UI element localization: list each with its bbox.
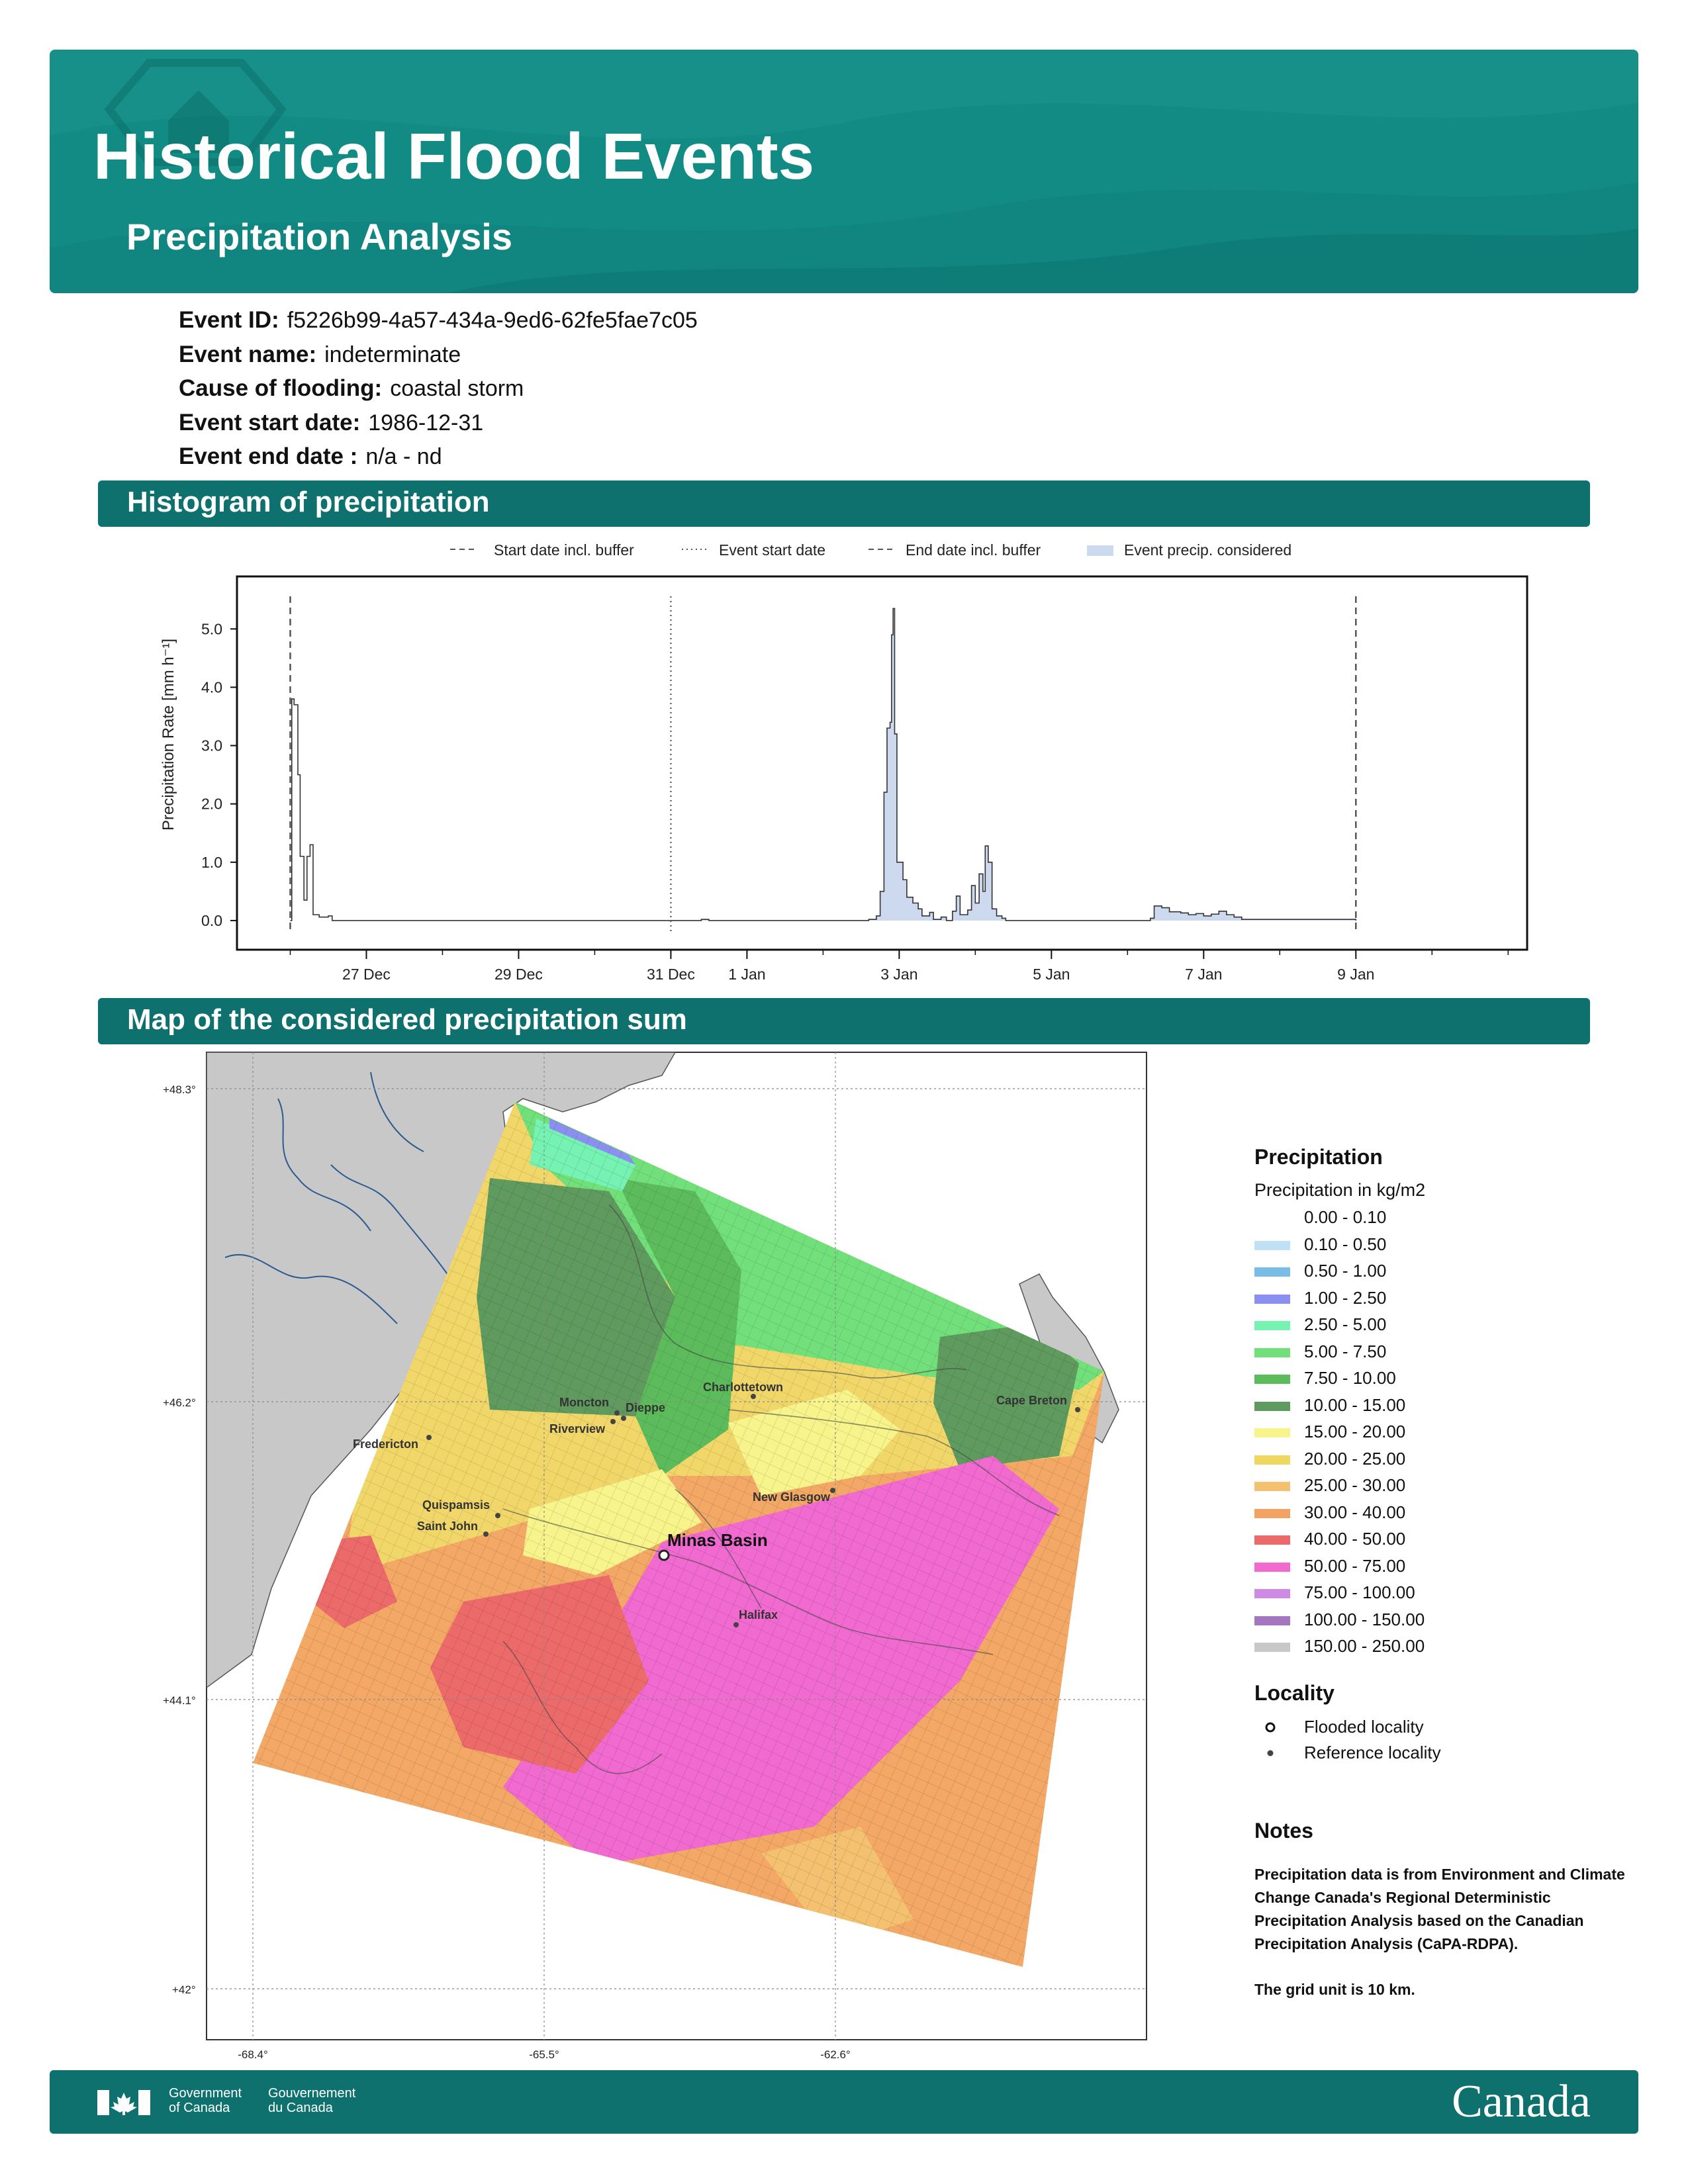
gov-fr-line1: Gouvernement bbox=[268, 2086, 356, 2101]
legend-flooded-label: Flooded locality bbox=[1304, 1717, 1424, 1737]
event-end-label: Event end date : bbox=[179, 443, 358, 469]
city-moncton: Moncton bbox=[559, 1396, 609, 1409]
city-quispamsis: Quispamsis bbox=[422, 1498, 491, 1512]
legend-class-label: 15.00 - 20.00 bbox=[1304, 1422, 1406, 1441]
legend-class-label: 5.00 - 7.50 bbox=[1304, 1341, 1387, 1361]
city-halifax: Halifax bbox=[739, 1608, 778, 1621]
city-charlottetown: Charlottetown bbox=[703, 1381, 783, 1394]
legend-class-label: 150.00 - 250.00 bbox=[1304, 1636, 1425, 1656]
legend-class-swatch bbox=[1254, 1267, 1290, 1277]
canada-wordmark: Canada bbox=[1452, 2076, 1591, 2127]
flooded-marker-icon bbox=[1264, 1721, 1277, 1734]
city-riverview: Riverview bbox=[549, 1422, 606, 1435]
page-subtitle: Precipitation Analysis bbox=[126, 216, 512, 257]
x-tick-label: 27 Dec bbox=[342, 966, 391, 983]
legend-class-swatch bbox=[1254, 1241, 1290, 1250]
gov-en-line1: Government bbox=[169, 2086, 242, 2101]
legend-class-swatch bbox=[1254, 1402, 1290, 1411]
legend-start-buffer: Start date incl. buffer bbox=[494, 541, 634, 559]
legend-class-label: 10.00 - 15.00 bbox=[1304, 1394, 1406, 1415]
y-axis-label: Precipitation Rate [mm h⁻¹] bbox=[160, 638, 177, 831]
canada-flag-icon bbox=[97, 2090, 150, 2115]
legend-class-swatch bbox=[1254, 1563, 1290, 1572]
gov-fr-line2: du Canada bbox=[268, 2101, 333, 2115]
legend-class-swatch bbox=[1254, 1321, 1290, 1330]
x-tick-label: 9 Jan bbox=[1337, 966, 1375, 983]
legend-class-swatch bbox=[1254, 1214, 1290, 1223]
legend-class-swatch bbox=[1254, 1455, 1290, 1465]
y-tick-label: 2.0 bbox=[201, 795, 222, 813]
locality-title: Locality bbox=[1254, 1681, 1335, 1705]
event-name-label: Event name: bbox=[179, 341, 317, 367]
lat-label-42: +42° bbox=[172, 1983, 196, 1996]
event-start-label: Event start date: bbox=[179, 409, 361, 435]
legend-class-label: 25.00 - 30.00 bbox=[1304, 1475, 1406, 1495]
city-dieppe: Dieppe bbox=[626, 1401, 666, 1414]
city-saint-john: Saint John bbox=[417, 1520, 479, 1533]
legend-class-label: 40.00 - 50.00 bbox=[1304, 1529, 1406, 1549]
legend-class-label: 20.00 - 25.00 bbox=[1304, 1448, 1406, 1469]
flooded-locality-marker bbox=[659, 1551, 669, 1560]
legend-class-swatch bbox=[1254, 1535, 1290, 1545]
y-tick-label: 1.0 bbox=[201, 853, 222, 871]
legend-class-label: 50.00 - 75.00 bbox=[1304, 1555, 1406, 1576]
event-cause-label: Cause of flooding: bbox=[179, 375, 383, 401]
event-start-value: 1986-12-31 bbox=[368, 410, 484, 435]
notes-paragraph-2: The grid unit is 10 km. bbox=[1254, 1981, 1415, 1998]
legend-event-start: Event start date bbox=[719, 541, 826, 559]
legend-end-buffer: End date incl. buffer bbox=[906, 541, 1041, 559]
lon-label-65: -65.5° bbox=[529, 2048, 559, 2061]
gov-en-line2: of Canada bbox=[169, 2101, 230, 2115]
flooded-locality-label: Minas Basin bbox=[667, 1530, 768, 1550]
legend-class-label: 1.00 - 2.50 bbox=[1304, 1287, 1387, 1308]
y-tick-label: 0.0 bbox=[201, 911, 222, 929]
event-cause-value: coastal storm bbox=[390, 376, 524, 401]
legend-class-label: 75.00 - 100.00 bbox=[1304, 1582, 1415, 1602]
legend-event-precip: Event precip. considered bbox=[1124, 541, 1292, 559]
reference-marker-icon bbox=[1264, 1747, 1277, 1760]
legend-reference-label: Reference locality bbox=[1304, 1743, 1441, 1762]
city-new-glasgow: New Glasgow bbox=[753, 1490, 831, 1504]
gov-fr bbox=[268, 2086, 355, 2115]
legend-class-swatch bbox=[1254, 1616, 1290, 1625]
y-tick-label: 3.0 bbox=[201, 737, 222, 754]
legend-class-swatch bbox=[1254, 1509, 1290, 1518]
x-tick-label: 7 Jan bbox=[1185, 966, 1223, 983]
lat-label-46: +46.2° bbox=[163, 1396, 196, 1409]
legend-class-swatch bbox=[1254, 1348, 1290, 1357]
legend-title: Precipitation bbox=[1254, 1145, 1383, 1169]
legend-class-label: 2.50 - 5.00 bbox=[1304, 1314, 1387, 1334]
legend-class-swatch bbox=[1254, 1295, 1290, 1304]
notes-body bbox=[1254, 1863, 1625, 2001]
gov-en bbox=[169, 2086, 242, 2115]
legend-class-label: 0.10 - 0.50 bbox=[1304, 1234, 1387, 1254]
event-name-value: indeterminate bbox=[324, 341, 461, 367]
y-tick-label: 4.0 bbox=[201, 678, 222, 696]
legend-class-swatch bbox=[1254, 1428, 1290, 1437]
legend-class-swatch bbox=[1254, 1482, 1290, 1491]
y-tick-label: 5.0 bbox=[201, 620, 222, 638]
legend-class-swatch bbox=[1254, 1643, 1290, 1652]
legend-class-label: 0.50 - 1.00 bbox=[1304, 1261, 1387, 1281]
legend-class-label: 7.50 - 10.00 bbox=[1304, 1368, 1396, 1388]
legend-class-swatch bbox=[1254, 1589, 1290, 1598]
x-tick-label: 3 Jan bbox=[880, 966, 918, 983]
lat-label-44: +44.1° bbox=[163, 1694, 196, 1707]
event-id-value: f5226b99-4a57-434a-9ed6-62fe5fae7c05 bbox=[287, 308, 698, 333]
event-end-value: n/a - nd bbox=[365, 444, 442, 469]
lat-label-48: +48.3° bbox=[163, 1083, 196, 1096]
city-fredericton: Fredericton bbox=[353, 1437, 419, 1451]
legend-class-label: 100.00 - 150.00 bbox=[1304, 1609, 1425, 1629]
page-footer bbox=[50, 2070, 1638, 2134]
page-title: Historical Flood Events bbox=[93, 120, 815, 193]
histogram-section-bar: Histogram of precipitation bbox=[98, 480, 1590, 527]
notes-title: Notes bbox=[1254, 1819, 1313, 1843]
lon-label-68: -68.4° bbox=[238, 2048, 268, 2061]
legend-class-label: 0.00 - 0.10 bbox=[1304, 1207, 1387, 1227]
x-tick-label: 1 Jan bbox=[728, 966, 766, 983]
legend-subtitle: Precipitation in kg/m2 bbox=[1254, 1180, 1426, 1200]
event-id-label: Event ID: bbox=[179, 307, 279, 333]
notes-paragraph-1: Precipitation data is from Environment and Climate Change Canada's Regional Deterministic Precipitation Analysis based on the Canadian Precipitation Analysis (CaPA-RDPA). bbox=[1254, 1866, 1625, 1952]
x-tick-label: 29 Dec bbox=[494, 966, 543, 983]
lon-label-62: -62.6° bbox=[820, 2048, 851, 2061]
map-section-bar: Map of the considered precipitation sum bbox=[98, 998, 1590, 1044]
legend-class-label: 30.00 - 40.00 bbox=[1304, 1502, 1406, 1522]
city-cape-breton: Cape Breton bbox=[996, 1394, 1068, 1407]
x-tick-label: 5 Jan bbox=[1033, 966, 1070, 983]
x-tick-label: 31 Dec bbox=[646, 966, 695, 983]
legend-class-swatch bbox=[1254, 1375, 1290, 1384]
